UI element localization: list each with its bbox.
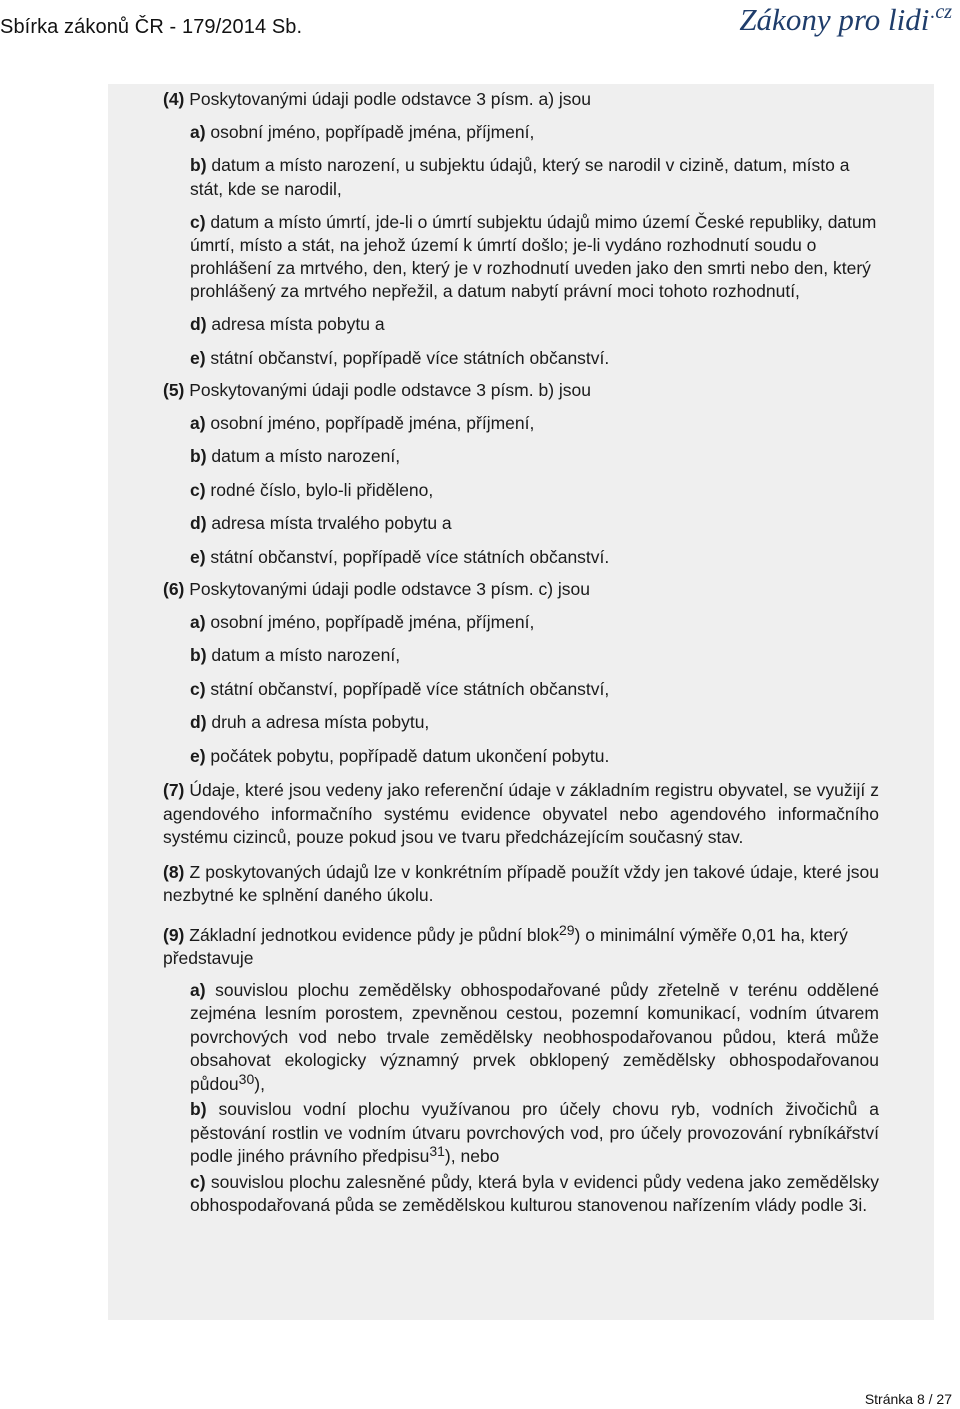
- list-item: [190, 678, 879, 702]
- list-item: [190, 479, 879, 503]
- list-item: [190, 644, 879, 668]
- item-text: druh a adresa místa pobytu,: [206, 712, 430, 732]
- paragraph-number: (8): [163, 861, 185, 882]
- law-text: [163, 88, 879, 1218]
- paragraph-7: [163, 779, 879, 850]
- item-letter: b): [190, 1099, 207, 1119]
- logo-suffix: .cz: [930, 1, 952, 23]
- list-item: [190, 979, 879, 1097]
- item-text: státní občanství, popřípadě více státních občanství.: [205, 347, 610, 368]
- item-letter: b): [190, 155, 207, 175]
- item-letter: e): [190, 347, 206, 368]
- item-text: souvislou plochu zemědělsky obhospodařované půdy zřetelně v terénu oddělené zejména lesním porostem, zpevněnou cestou, pozemní komunikací, vodním útvarem povrchových vod nebo trvale zemědělsky neobhospodařovanou půdou, která může obsahovat ekologicky významný prvek obklopený zemědělsky obhospodařovanou půdou: [190, 979, 879, 1094]
- paragraph-text-cont: ) o minimální výměře 0,01 ha, který představuje: [163, 924, 848, 968]
- item-text: státní občanství, popřípadě více státních občanství.: [205, 546, 610, 567]
- item-text: datum a místo narození,: [206, 645, 401, 665]
- list-item: [190, 121, 879, 145]
- list-item: [190, 745, 879, 769]
- list-item: [190, 1098, 879, 1169]
- footnote-ref[interactable]: 30: [238, 1070, 255, 1087]
- item-text: datum a místo narození, u subjektu údajů, který se narodil v cizině, datum, místo a stát, kde se narodil,: [190, 155, 850, 199]
- item-text: osobní jméno, popřípadě jména, příjmení,: [205, 611, 535, 632]
- item-text: osobní jméno, popřípadě jména, příjmení,: [205, 121, 535, 142]
- item-text: adresa místa trvalého pobytu a: [206, 513, 452, 533]
- logo-text: Zákony pro lidi: [739, 2, 930, 37]
- paragraph-number: (7): [163, 780, 185, 800]
- footnote-ref[interactable]: 31: [429, 1143, 445, 1159]
- list-item: [190, 711, 879, 735]
- list-item: [190, 546, 879, 570]
- list-item: [190, 412, 879, 436]
- document-title: Sbírka zákonů ČR - 179/2014 Sb.: [0, 16, 303, 38]
- item-letter: a): [190, 979, 206, 1000]
- item-letter: b): [190, 645, 207, 665]
- page-number: Stránka 8 / 27: [864, 1391, 952, 1407]
- item-text-cont: ), nebo: [444, 1146, 500, 1166]
- item-letter: c): [190, 678, 206, 699]
- list-item: [190, 512, 879, 536]
- list-item: [190, 611, 879, 635]
- item-letter: a): [190, 412, 206, 433]
- paragraph-text: Základní jednotkou evidence půdy je půdní blok: [184, 924, 559, 945]
- item-letter: d): [190, 314, 207, 334]
- item-letter: d): [190, 513, 207, 533]
- list-item: [190, 211, 879, 303]
- list-item: [190, 445, 879, 469]
- item-text: osobní jméno, popřípadě jména, příjmení,: [205, 412, 535, 433]
- item-letter: a): [190, 121, 206, 142]
- item-letter: c): [190, 479, 206, 500]
- item-text: souvislou vodní plochu využívanou pro účely chovu ryb, vodních živočichů a pěstování rostlin ve vodním útvaru povrchových vod, pro účely provozování rybníkářství podle jiného právního předpisu: [190, 1099, 879, 1166]
- item-text-cont: ),: [254, 1073, 265, 1094]
- item-letter: e): [190, 546, 206, 567]
- paragraph-number: (6): [163, 579, 185, 599]
- site-logo[interactable]: [739, 2, 952, 38]
- item-letter: e): [190, 745, 206, 766]
- paragraph-text: Poskytovanými údaji podle odstavce 3 písm. c) jsou: [184, 579, 591, 599]
- item-text: adresa místa pobytu a: [206, 314, 385, 334]
- item-text: počátek pobytu, popřípadě datum ukončení pobytu.: [205, 745, 610, 766]
- item-letter: b): [190, 446, 207, 466]
- paragraph-5: [163, 379, 879, 403]
- item-letter: d): [190, 712, 207, 732]
- item-text: rodné číslo, bylo-li přiděleno,: [205, 479, 434, 500]
- item-text: datum a místo narození,: [206, 446, 401, 466]
- paragraph-text: Z poskytovaných údajů lze v konkrétním případě použít vždy jen takové údaje, které jsou nezbytné ke splnění daného úkolu.: [163, 861, 879, 905]
- paragraph-number: (4): [163, 89, 185, 109]
- paragraph-text: Poskytovanými údaji podle odstavce 3 písm. b) jsou: [184, 380, 591, 400]
- paragraph-9: [163, 921, 879, 971]
- item-letter: c): [190, 1171, 206, 1192]
- item-text: datum a místo úmrtí, jde-li o úmrtí subjektu údajů mimo území České republiky, datum úmrtí, místo a stát, na jehož území k úmrtí došlo; je-li vydáno rozhodnutí soudu o prohlášení za mrtvého, den, který je v rozhodnutí uveden jako den smrti nebo den, který prohlášený za mrtvého nepřežil, a datum nabytí právní moci tohoto rozhodnutí,: [190, 212, 877, 301]
- list-item: [190, 313, 879, 337]
- item-letter: a): [190, 611, 206, 632]
- paragraph-8: [163, 861, 879, 908]
- item-letter: c): [190, 212, 206, 232]
- item-text: souvislou plochu zalesněné půdy, která byla v evidenci půdy vedena jako zemědělsky obhospodařovaná půda se zemědělskou kulturou stanovenou nařízením vlády podle 3i.: [190, 1171, 879, 1215]
- list-item: [190, 1171, 879, 1218]
- list-item: [190, 347, 879, 371]
- paragraph-number: (5): [163, 380, 185, 400]
- paragraph-number: (9): [163, 924, 185, 945]
- item-text: státní občanství, popřípadě více státních občanství,: [205, 678, 610, 699]
- paragraph-text: Údaje, které jsou vedeny jako referenční údaje v základním registru obyvatel, se využijí z agendového informačního systému evidence obyvatel nebo agendového informačního systému cizinců, pouze pokud jsou ve tvaru předcházejícím současný stav.: [163, 780, 879, 847]
- paragraph-text: Poskytovanými údaji podle odstavce 3 písm. a) jsou: [184, 89, 591, 109]
- paragraph-6: [163, 578, 879, 602]
- list-item: [190, 154, 879, 201]
- footnote-ref[interactable]: 29: [558, 921, 575, 938]
- paragraph-4: [163, 88, 879, 112]
